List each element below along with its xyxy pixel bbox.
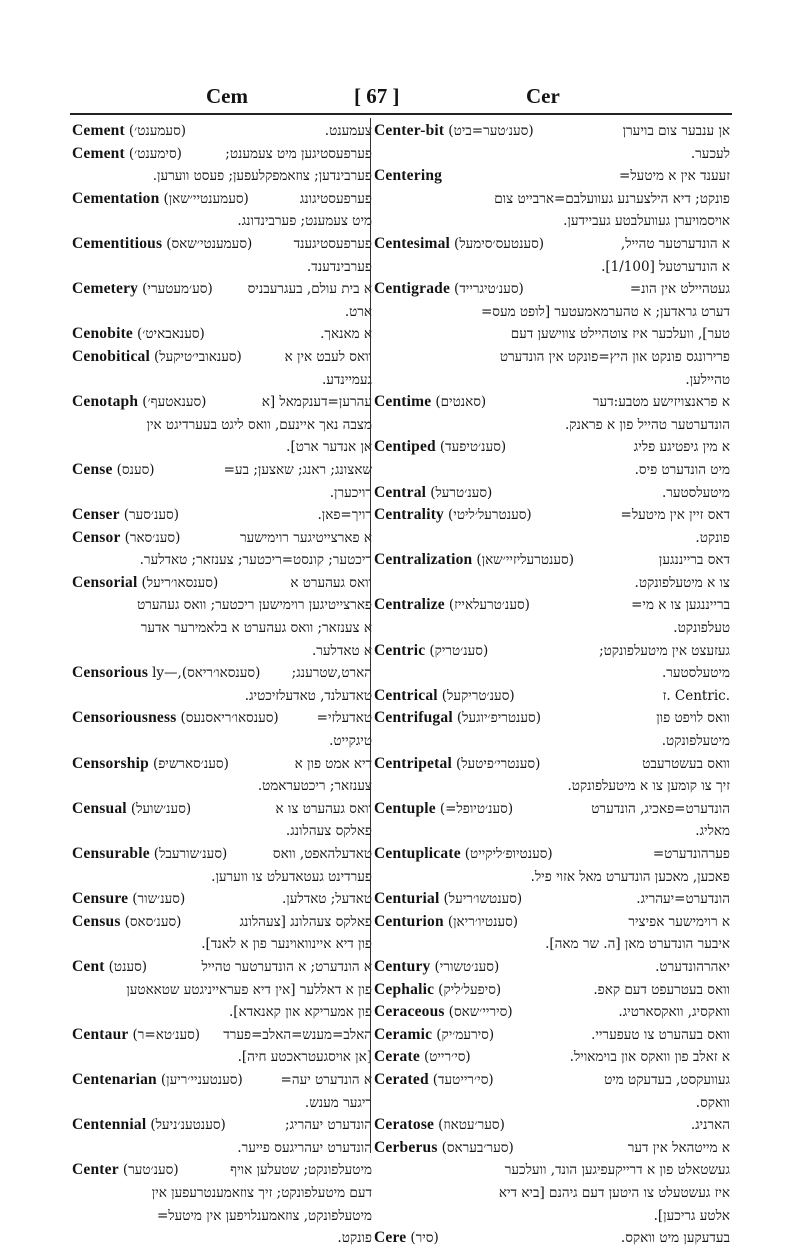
pronunciation: (סענ׳שור) [132,891,186,908]
entry-cemetery [72,278,372,323]
left-guide-word: Cem [206,84,248,108]
entry-censurable [72,843,372,888]
pronunciation: (סענ׳סאר) [124,529,181,546]
definition-line: געשטאלט פון א דרייקעפיגען הונד, וועלכער [504,1162,730,1179]
pronunciation: (סענ׳טער) [122,1162,179,1179]
headword: Centering [374,167,443,185]
entry-centenarian [72,1069,372,1114]
entry-cerate [374,1046,730,1069]
definition-line: געמיינדע. [322,371,372,388]
headword: Censer [72,506,120,524]
headword: Centuple [374,799,436,817]
pronunciation: (סענ׳סער) [123,507,179,524]
pronunciation: (סענ׳טיגרייד) [454,281,524,298]
definition-line: דערט גראדען; א טהערמאמעטער [לופט מעס= [480,303,730,320]
pronunciation: (סענ׳טיופל=) [439,800,514,817]
headword: Censorship [72,754,149,772]
definition-line: צו א מיטעלפונקט. [634,574,730,591]
definition-line: פערפעסטיגענד [293,235,372,252]
headword: Centralization [374,551,473,569]
entry-centurial [374,888,730,911]
definition-line: האלב=מענש=האלב=פערד [223,1026,372,1043]
definition-line: א הונדערטעל [1/100]. [601,258,730,275]
entry-center-bit [374,120,730,165]
definition-line: א הונדערטער טהייל, [620,235,730,252]
entry-ceramic [374,1024,730,1047]
headword: Cementitious [72,234,163,252]
page-number: [ 67 ] [354,84,400,108]
pronunciation: (סימענט׳) [128,145,182,162]
entry-ceraceous [374,1001,730,1024]
entry-cerated [374,1069,730,1114]
entry-centigrade [374,278,730,391]
left-column [72,120,372,1250]
definition-line: הונדערט יעהריגעס פייער. [237,1139,372,1156]
pronunciation: (סענ׳טרעלאייז) [448,597,530,614]
pronunciation: (סע׳מעטערי) [142,281,213,298]
headword: Census [72,912,121,930]
headword: Censor [72,528,121,546]
definition-line: איבער הונדערט מאן [ה. שר מאה]. [545,936,730,953]
pronunciation: (סענ׳סארשיפ) [152,755,229,772]
pronunciation: (סענ׳טרעל) [430,484,493,501]
headword: Centenarian [72,1070,157,1088]
definition-line: מאליג. [695,823,730,840]
headword: Censoriousness [72,709,177,727]
headword: Century [374,957,431,975]
headword: Cement [72,144,125,162]
headword: Center-bit [374,122,445,139]
entry-centering [374,165,730,233]
entry-cement [72,143,372,188]
headword: Centralize [374,596,445,614]
entry-cement [72,120,372,143]
entry-centime [374,391,730,436]
definition-line: וואס בעטרעפט דעם קאפ. [593,981,730,998]
headword: Cenotaph [72,393,139,411]
right-guide-word: Cer [526,84,560,108]
entry-centaur [72,1024,372,1069]
headword: Cense [72,460,113,478]
entry-cere [374,1227,730,1250]
definition-line: א הונדערט; א הונדערטער טהייל [201,958,372,975]
definition-line: ריגער מענש. [304,1094,372,1111]
entry-centesimal [374,233,730,278]
entry-centrical [374,685,730,708]
pronunciation: (סענאבאיט׳) [137,326,205,343]
pronunciation: (סעמענטיי׳שאן) [163,190,249,207]
header-rule [70,113,732,115]
definition-line: געוועקסט, בעדעקט מיט [604,1071,730,1088]
definition-line: א פארצייטיגער רוימישער [239,529,372,546]
pronunciation: (סענטרי׳פיטעל) [455,755,541,772]
headword: Ceratose [374,1116,435,1134]
entry-cementation [72,188,372,233]
entry-cenobitical [72,346,372,391]
pronunciation: (סענ׳טריק) [429,642,489,659]
entry-cerberus [374,1137,730,1227]
definition-line: א פראנצויזישע מטבע:דער [592,394,730,411]
headword: Cerate [374,1048,420,1066]
headword: Cemetery [72,280,139,298]
pronunciation: (סענסאו׳ריעל) [141,574,219,591]
definition-line: טאדעלהאפט, וואס [272,846,372,862]
entry-center [72,1159,372,1249]
definition-line: הונדערטער טהייל פון א פראנק. [564,416,730,433]
pronunciation: (סעמענטי׳שאס) [166,235,253,252]
pronunciation: (סענטרעל׳ליטי) [448,507,532,524]
definition-line: צעמענט. [324,123,372,139]
entry-cense [72,459,372,504]
definition-line: [אן אויסגעטראכטע חיה]. [237,1049,372,1066]
definition-line: אן אנדער ארט]. [286,439,372,456]
headword: Cement [72,122,125,139]
entry-centuplicate [374,843,730,888]
headword: Centrifugal [374,709,453,727]
headword: Cenobitical [72,347,150,365]
entry-cephalic [374,979,730,1002]
definition-line: פון דיא איינוואוינער פון א לאנד]. [201,936,372,953]
entry-ceratose [374,1114,730,1137]
pronunciation: (סיר) [410,1230,439,1247]
definition-line: אן ענבער צום בויערן [622,123,730,139]
right-column [374,120,730,1250]
entry-century [374,956,730,979]
entry-centurion [374,911,730,956]
pronunciation: (סענסאו׳ריאסנעס) [180,710,279,727]
definition-line: .Centric .ז [662,687,730,704]
definition-line: פערבינדען; צוזאמפקלעפען; פעסט ווערען. [152,168,372,185]
definition-line: ארט. [344,303,372,320]
definition-line: אלטע גריכען]. [653,1207,730,1224]
pronunciation: (סענטיו׳ריאן) [447,913,519,930]
headword: Centigrade [374,280,451,298]
definition-line: א זאלב פון וואקס און בוימאויל. [569,1049,730,1066]
definition-line: א מין גיפטיגע פליג [633,439,730,456]
entry-cementitious [72,233,372,278]
definition-line: אויסמויערן געוועלבטע געביידען. [563,213,730,230]
pronunciation: (סענ׳שועל) [130,800,192,817]
entry-censor [72,527,372,572]
definition-line: וואס לויפט פון [656,710,730,727]
entry-censorious [72,662,372,707]
definition-line: טעלפונקט. [673,620,730,637]
definition-line: פאלקס צעהלונג. [285,823,372,840]
definition-line: א בית עולם, בעגרעבניס [247,281,372,298]
entry-censer [72,504,372,527]
definition-line: פון א דאללער [אין דיא פעראייניגטע שטאאטען [126,981,372,998]
headword: Cerberus [374,1138,438,1156]
definition-line: א מייטהאל אין דער [627,1139,730,1156]
headword: Centiped [374,438,436,456]
entry-centuple [374,798,730,843]
headword: Cementation [72,189,160,207]
headword: Censual [72,799,127,817]
definition-line: א רוימישער אפיציר [628,913,730,930]
definition-line: לעכער. [690,145,730,162]
definition-line: ריכטער; קונסט=ריכטער; צענזאר; טאדלער. [139,552,372,569]
definition-line: זיך צו קומען צו א מיטעלפונקט. [567,778,730,795]
definition-line: א טאדלער. [311,642,372,659]
headword: Centurion [374,912,444,930]
headword: Centennial [72,1116,147,1134]
definition-line: פונקט; דיא הילצערנע געוועלבם=ארבייט צום [494,190,730,207]
definition-line: א מאנאך. [320,326,372,343]
definition-line: דעם מיטעלפונקט; זיך צוזאמענטרעפען אין [151,1184,372,1201]
definition-line: וואס געהערט צו א [275,800,372,817]
definition-line: הארניג. [690,1117,730,1134]
headword: Centaur [72,1025,129,1043]
headword: Centesimal [374,234,451,252]
pronunciation: (סענטענ׳ניעל) [150,1117,226,1134]
pronunciation: (סענסאו׳ריאס),—ly [152,665,261,682]
pronunciation: (סענטריפ׳יוגעל) [456,710,542,727]
definition-line: דאס זיין אין מיטעל= [620,507,730,524]
headword: Cent [72,957,105,975]
definition-line: וואקס. [695,1094,730,1111]
headword: Censurable [72,845,150,862]
entry-centralization [374,549,730,594]
headword: Censorious [72,664,149,682]
pronunciation: (סי׳רייטעד) [432,1071,494,1088]
definition-line: ברייננגען צו א מי= [631,597,730,614]
entry-centralize [374,594,730,639]
pronunciation: (סאנטים) [435,394,487,411]
definition-line: טאדעלזי= [316,710,372,727]
definition-line: טער], וועלכער איז צוטהיילט צווישען דעם [510,326,730,343]
headword: Ceraceous [374,1003,445,1021]
definition-line: פאכען, מאכען הונדערט מאל אזוי פיל. [530,868,730,885]
definition-line: מיטעלפונקט, צוזאמענלויפען אין מיטעל= [156,1207,372,1224]
definition-line: הארט,שטרענג; [291,665,372,682]
pronunciation: (סענ׳טיפעד) [439,439,507,456]
headword: Center [72,1161,119,1179]
pronunciation: (סענאטעף׳) [142,394,207,411]
column-divider [370,118,371,1153]
pronunciation: (סיפעל׳ליק) [438,981,502,998]
headword: Centrical [374,686,438,704]
definition-line: פערפעסטיגען מיט צעמענט; [225,145,372,162]
definition-line: געטהיילט אין הונ= [629,281,730,298]
definition-line: הונדערט=יעהריג. [636,891,730,908]
pronunciation: (סיריי׳שאס) [448,1004,513,1021]
definition-line: מיטעלסטער. [661,484,730,501]
headword: Censure [72,890,129,908]
pronunciation: (סענ׳שורעבל) [153,846,228,862]
headword: Centuplicate [374,845,461,862]
definition-line: מיטעלפונקט. [661,733,730,750]
pronunciation: (סענ׳טער=ביט) [448,123,534,139]
definition-line: מיט הונדערט פיס. [634,461,730,478]
definition-line: טאדעל; טאדלען. [282,891,372,908]
definition-line: טאדעלנד, טאדעלזיכטיג. [244,687,372,704]
pronunciation: (סענס) [116,461,155,478]
pronunciation: (סער׳עטאוז) [438,1117,505,1134]
pronunciation: (סענ׳טשורי) [434,958,500,975]
entry-centiped [374,436,730,481]
definition-line: טיגקייט. [329,733,372,750]
entry-censoriousness [72,707,372,752]
definition-line: פון אמעריקא און קאנאדא]. [228,1004,372,1021]
definition-line: מצבה נאך איינעם, וואס ליגט בעערדיגט אין [146,416,372,433]
definition-line: זעענד אין א מיטעל= [619,168,730,185]
headword: Centurial [374,890,440,908]
definition-line: וואקסיג, וואקסארטיג. [618,1004,730,1021]
entry-censual [72,798,372,843]
definition-line: בעדעקען מיט וואקס. [620,1230,730,1247]
definition-line: א צענזאר; וואס געהערט א בלאמירער אדער [140,620,372,637]
definition-line: שאצונג; ראנג; שאצען; בע= [223,461,372,478]
entry-censorship [72,753,372,798]
definition-line: פרירונגס פונקט און היץ=פונקט אין הונדערט [499,348,730,365]
entry-censorial [72,572,372,662]
definition-line: וואס בעהערט צו טעפעריי. [591,1026,730,1043]
pronunciation: (סענ׳טא=ר) [132,1026,201,1043]
entry-centripetal [374,753,730,798]
pronunciation: (סעמענט׳) [128,123,187,139]
entry-census [72,911,372,956]
pronunciation: (סער׳בעראס) [441,1139,514,1156]
definition-line: מיטעלסטער. [661,665,730,682]
definition-line: רויכערן. [329,484,372,501]
definition-line: פערהונדערט= [652,846,730,862]
entry-centrifugal [374,707,730,752]
definition-line: וואס געהערט א [290,574,372,591]
pronunciation: (סענטיופ׳ליקייט) [464,846,553,862]
definition-line: פונקט. [695,529,730,546]
pronunciation: (סענטעניי׳ריען) [160,1071,243,1088]
pronunciation: (סענטרעליזיי׳שאן) [476,552,574,569]
entry-cent [72,956,372,1024]
headword: Cere [374,1229,407,1247]
pronunciation: (סענ׳סאס) [124,913,182,930]
entry-centric [374,640,730,685]
definition-line: צענזאר; ריכטעראמט. [257,778,372,795]
definition-line: הונדערט יעהריג; [285,1117,372,1134]
definition-line: עהרען=דענקמאל [א [261,394,372,411]
entry-cenobite [72,323,372,346]
definition-line: הונדערט=פאכיג, הונדערט [591,800,730,817]
definition-line: טהיילען. [685,371,730,388]
pronunciation: (סי׳רייט) [423,1049,471,1066]
definition-line: מיט צעמענט; פערבינדונג. [237,213,372,230]
definition-line: פארצייטיגען רוימישען ריכטער; וואס געהערט [137,597,372,614]
entry-censure [72,888,372,911]
definition-line: פונקט. [337,1230,372,1247]
definition-line: איז געשטעלט צו היטען דעם גיהנם [ביא דיא [498,1184,730,1201]
headword: Ceramic [374,1025,433,1043]
pronunciation: (סענט) [108,958,148,975]
entry-central [374,482,730,505]
headword: Cenobite [72,325,134,343]
headword: Centime [374,393,432,411]
definition-line: רויך=פאן. [317,507,372,524]
pronunciation: (סענטשו׳ריעל) [443,891,523,908]
definition-line: דאס ברייננגען [658,552,730,569]
pronunciation: (סענאובי׳טיקעל) [153,348,242,365]
pronunciation: (סירעמ׳יק) [436,1026,495,1043]
pronunciation: (סענטעס׳סימעל) [454,235,545,252]
entry-centennial [72,1114,372,1159]
entry-cenotaph [72,391,372,459]
headword: Centric [374,641,426,659]
definition-line: וואס בעשטרעבט [642,755,730,772]
headword: Cephalic [374,980,435,998]
definition-line: פערבינדענד. [306,258,372,275]
definition-line: דיא אמט פון א [294,755,372,772]
definition-line: א הונדערט יעה= [280,1071,372,1088]
entry-centrality [374,504,730,549]
headword: Centrality [374,506,445,524]
headword: Cerated [374,1070,429,1088]
headword: Central [374,483,427,501]
headword: Centripetal [374,754,452,772]
definition-line: וואס לעבט אין א [284,348,372,365]
definition-line: יאהרהונדערט. [655,958,730,975]
definition-line: געזעצט אין מיטעלפונקט; [599,642,730,659]
definition-line: מיטעלפונקט; שטעלען אויף [230,1162,372,1179]
headword: Censorial [72,573,138,591]
definition-line: פאלקס צעהלונג [צעהלונג [239,913,372,930]
definition-line: פערפעסטיגונג [299,190,372,207]
definition-line: פערדינט געטאדעלט צו ווערען. [211,868,372,885]
pronunciation: (סענ׳טריקעל) [441,687,515,704]
page-header [74,84,724,114]
